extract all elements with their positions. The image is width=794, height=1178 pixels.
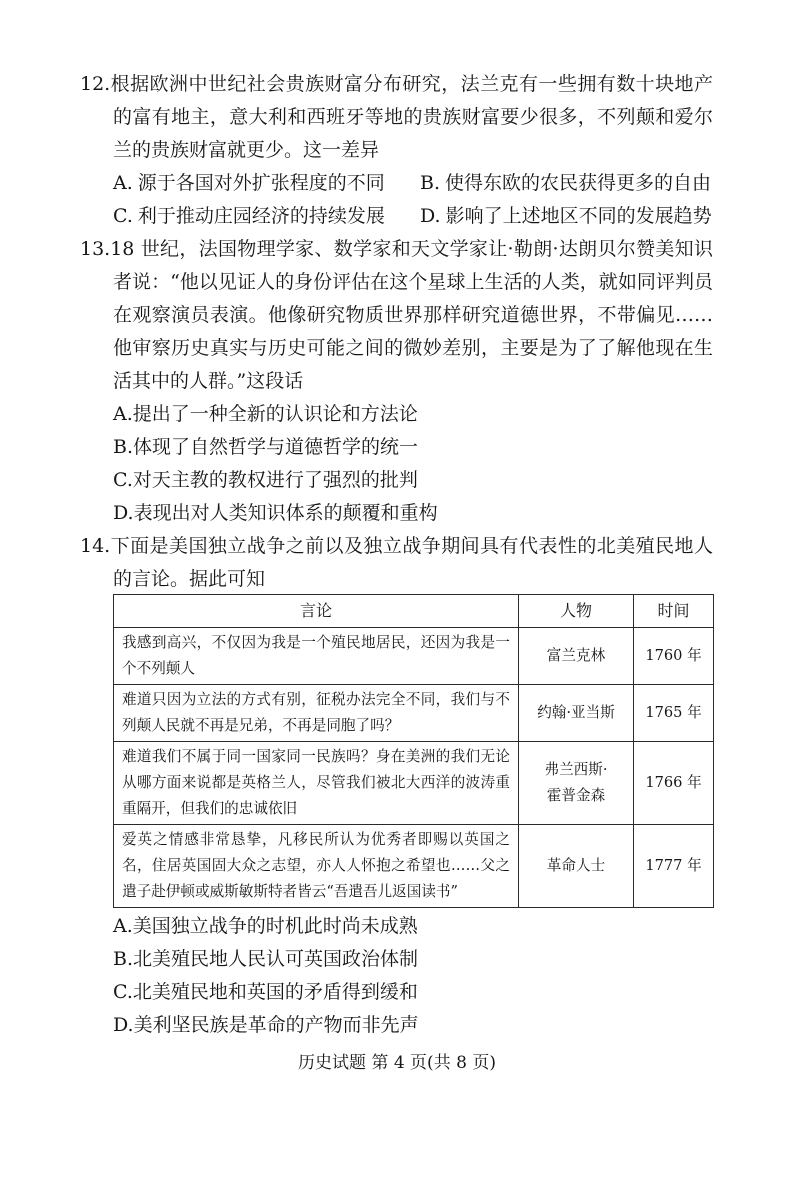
option-text: 利于推动庄园经济的持续发展 [137,205,385,227]
question-12 [80,68,713,233]
option-letter: B. [420,172,441,194]
option-text: 美国独立战争的时机此时尚未成熟 [132,915,418,937]
option-text: 体现了自然哲学与道德哲学的统一 [133,436,419,458]
table-cell-quote: 难道只因为立法的方式有别，征税办法完全不同，我们与不列颠人民就不再是兄弟，不再是同胞了吗？ [114,685,519,742]
option-b [113,943,713,976]
option-b [420,167,713,200]
page-footer: 历史试题 第 4 页(共 8 页) [298,1053,496,1073]
table-cell-time: 1766 年 [634,742,714,825]
option-letter: B. [113,436,134,458]
question-14 [80,530,713,1042]
option-letter: C. [113,205,133,227]
table-row [114,742,714,825]
option-text: 美利坚民族是革命的产物而非先声 [133,1014,419,1036]
table-cell-time: 1760 年 [634,628,714,685]
option-d [113,1009,713,1042]
option-letter: B. [113,948,134,970]
table-header-row [114,595,714,628]
table-header-person: 人物 [519,595,634,628]
option-letter: D. [113,502,134,524]
option-letter: A. [113,172,133,194]
table-cell-person: 约翰·亚当斯 [519,685,634,742]
question-stem [80,530,713,596]
question-number: 14. [80,535,111,557]
question-text: 根据欧洲中世纪社会贵族财富分布研究，法兰克有一些拥有数十块地产的富有地主，意大利和西班牙等地的贵族财富要少很多，不列颠和爱尔兰的贵族财富就更少。这一差异 [110,73,713,161]
option-letter: D. [420,205,441,227]
table-cell-person: 富兰克林 [519,628,634,685]
option-c [113,200,420,233]
question-stem [80,233,713,398]
quotes-table [113,594,714,908]
table-header-time: 时间 [634,595,714,628]
table-row [114,628,714,685]
question-text: 18 世纪，法国物理学家、数学家和天文学家让·勒朗·达朗贝尔赞美知识者说：“他以见证人的身份评估在这个星球上生活的人类，就如同评判员在观察演员表演。他像研究物质世界那样研究道德世界，不带偏见……他审察历史真实与历史可能之间的微妙差别，主要是为了了解他现在生活其中的人群。”这段话 [110,238,713,392]
option-letter: C. [113,981,133,1003]
question-number: 12. [80,73,111,95]
option-letter: C. [113,469,133,491]
option-text: 对天主教的教权进行了强烈的批判 [132,469,418,491]
option-text: 提出了一种全新的认识论和方法论 [132,403,418,425]
option-text: 北美殖民地和英国的矛盾得到缓和 [132,981,418,1003]
table-cell-person: 革命人士 [519,825,634,908]
table-row [114,685,714,742]
option-text: 表现出对人类知识体系的颠覆和重构 [133,502,438,524]
table-cell-quote: 难道我们不属于同一国家同一民族吗？身在美洲的我们无论从哪方面来说都是英格兰人，尽管我们被北大西洋的波涛重重隔开，但我们的忠诚依旧 [114,742,519,825]
option-text: 影响了上述地区不同的发展趋势 [445,205,712,227]
option-letter: D. [113,1014,134,1036]
table-row [114,825,714,908]
option-text: 使得东欧的农民获得更多的自由 [445,172,712,194]
option-a [113,167,420,200]
table-cell-quote: 我感到高兴，不仅因为我是一个殖民地居民，还因为我是一个不列颠人 [114,628,519,685]
option-letter: A. [113,915,133,937]
option-d [113,497,713,530]
table-cell-time: 1765 年 [634,685,714,742]
option-text: 北美殖民地人民认可英国政治体制 [133,948,419,970]
option-b [113,431,713,464]
table-cell-time: 1777 年 [634,825,714,908]
option-d [420,200,713,233]
question-number: 13. [80,238,111,260]
option-text: 源于各国对外扩张程度的不同 [137,172,385,194]
option-letter: A. [113,403,133,425]
page-content [80,68,713,1042]
option-c [113,976,713,1009]
question-text: 下面是美国独立战争之前以及独立战争期间具有代表性的北美殖民地人的言论。据此可知 [110,535,713,590]
table-cell-person: 弗兰西斯· 霍普金森 [519,742,634,825]
question-stem [80,68,713,167]
question-13 [80,233,713,530]
option-c [113,464,713,497]
table-cell-quote: 爱英之情感非常恳挚，凡移民所认为优秀者即赐以英国之名，住居英国固大众之志望，亦人人怀抱之希望也……父之遣子赴伊顿或威斯敏斯特者皆云“吾遣吾儿返国读书” [114,825,519,908]
table-header-quote: 言论 [114,595,519,628]
option-a [113,910,713,943]
option-a [113,398,713,431]
options-grid [113,167,713,233]
